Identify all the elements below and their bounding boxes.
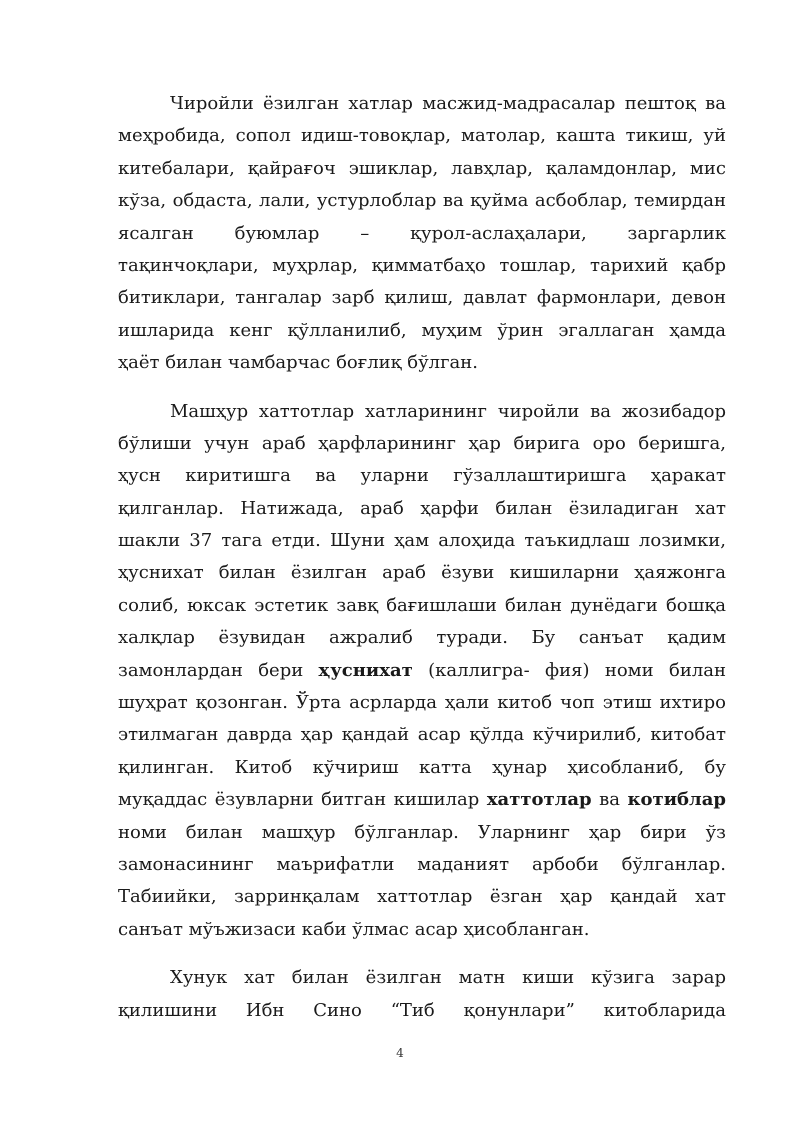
text-line	[118, 784, 726, 816]
text-line: меҳробида, сопол идиш-товоқлар, матолар, кашта тикиш, уй	[118, 125, 726, 147]
bold-term-husnikhat: ҳуснихат	[318, 659, 413, 681]
text-line: кўза, обдаста, лали, устурлоблар ва қуйма асбоблар, темирдан	[118, 190, 726, 212]
text-line: ҳуснихат билан ёзилган араб ёзуви кишиларни ҳаяжонга	[118, 562, 726, 584]
text-line: номи билан машҳур бўлганлар. Уларнинг ҳар бири ўз	[118, 821, 726, 843]
text-line: Машҳур хаттотлар хатларининг чиройли ва жозибадор	[170, 400, 726, 422]
text-line: шуҳрат қозонган. Ўрта асрларда ҳали китоб чоп этиш ихтиро	[118, 692, 726, 714]
page-number: 4	[396, 1046, 404, 1060]
text-line: ясалган буюмлар – қурол-аслаҳалари, заргарлик	[118, 222, 726, 244]
text-segment: ва	[591, 789, 628, 811]
text-line: бўлиши учун араб ҳарфларининг ҳар бирига оро беришга,	[118, 432, 726, 454]
paragraph-1	[118, 88, 726, 380]
text-line: битиклари, тангалар зарб қилиш, давлат фармонлари, девон	[118, 287, 726, 309]
text-line: Табиийки, зарринқалам хаттотлар ёзган ҳар қандай хат	[118, 886, 726, 908]
text-line: шакли 37 тага етди. Шуни ҳам алоҳида таъкидлаш лозимки,	[118, 530, 726, 552]
text-line: этилмаган даврда ҳар қандай асар қўлда кўчирилиб, китобат	[118, 724, 726, 746]
text-line: ишларида кенг қўлланилиб, муҳим ўрин эгаллаган ҳамда	[118, 319, 726, 341]
text-segment: замонлардан бери	[118, 659, 319, 681]
text-segment: (каллигра- фия) номи билан	[412, 659, 726, 681]
text-line: қилишини Ибн Сино “Тиб қонунлари” китобларида	[118, 999, 726, 1021]
text-line: Чиройли ёзилган хатлар масжид-мадрасалар пештоқ ва	[170, 93, 726, 114]
text-line: ҳусн киритишга ва уларни гўзаллаштиришга ҳаракат	[118, 465, 726, 487]
text-line: халқлар ёзувидан ажралиб туради. Бу санъат қадим	[118, 627, 726, 649]
text-line: замонасининг маърифатли маданият арбоби бўлганлар.	[118, 853, 726, 875]
text-line: китебалари, қайрағоч эшиклар, лавҳлар, қаламдонлар, мис	[118, 157, 726, 179]
bold-term-kotiblar: котиблар	[627, 789, 727, 811]
text-line: ҳаёт билан чамбарчас боғлиқ бўлган.	[118, 352, 478, 374]
text-line: қилганлар. Натижада, араб ҳарфи билан ёзиладиган хат	[118, 497, 726, 519]
bold-term-khattotlar: хаттотлар	[486, 789, 592, 811]
text-line: Хунук хат билан ёзилган матн киши кўзига зарар	[170, 967, 726, 989]
text-line: тақинчоқлари, муҳрлар, қимматбаҳо тошлар, тарихий қабр	[118, 254, 726, 276]
text-line: солиб, юксак эстетик завқ бағишлаши билан дунёдаги бошқа	[118, 594, 726, 616]
document-page	[118, 88, 726, 1027]
text-line	[118, 655, 726, 687]
text-line: санъат мўъжизаси каби ўлмас асар ҳисобланган.	[118, 918, 590, 940]
text-segment: муқаддас ёзувларни битган кишилар	[118, 789, 487, 811]
paragraph-2	[118, 396, 726, 947]
paragraph-3	[118, 962, 726, 1027]
text-line: қилинган. Китоб кўчириш катта ҳунар ҳисобланиб, бу	[118, 756, 726, 778]
